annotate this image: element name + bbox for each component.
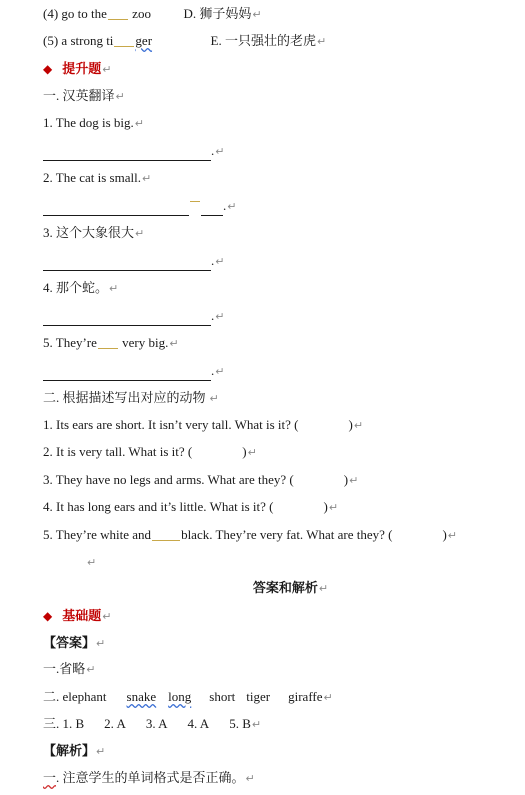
explanation-label: 【解析】↵	[43, 743, 106, 758]
answers-heading: 答案和解析↵	[252, 580, 329, 595]
answer-line-5[interactable]: .↵	[43, 362, 224, 380]
answer-label: 【答案】↵	[43, 635, 106, 650]
answer-line-1[interactable]: .↵	[43, 142, 224, 160]
match-item-5: (5) a strong ti ger E. 一只强壮的老虎↵	[43, 33, 327, 48]
basic-title: ◆ 基础题↵	[43, 608, 112, 623]
explanation-1: 一. 注意学生的单词格式是否正确。↵	[43, 770, 255, 785]
describe-5: 5. They’re white and black. They’re very fat. What are they? ( )↵	[43, 527, 458, 542]
describe-2: 2. It is very tall. What is it? ( )↵	[43, 444, 257, 459]
empty-paragraph: ↵	[87, 556, 97, 569]
fill-blank	[114, 37, 134, 47]
question-1: 1. The dog is big.↵	[43, 115, 144, 130]
describe-3: 3. They have no legs and arms. What are they? ( )↵	[43, 472, 359, 487]
diamond-icon: ◆	[43, 609, 53, 623]
paragraph-mark: ↵	[252, 8, 262, 21]
section-translation: 一. 汉英翻译↵	[43, 88, 125, 103]
answer-3: 三. 1. B 2. A 3. A 4. A 5. B↵	[43, 716, 262, 731]
answer-line-3[interactable]: .↵	[43, 252, 224, 270]
answer-1: 一.省略↵	[43, 661, 96, 676]
question-4: 4. 那个蛇。↵	[43, 280, 119, 295]
describe-1: 1. Its ears are short. It isn’t very tall. What is it? ( )↵	[43, 417, 364, 432]
question-2: 2. The cat is small.↵	[43, 170, 152, 185]
diamond-icon: ◆	[43, 62, 53, 76]
question-5: 5. They’re very big.↵	[43, 335, 179, 350]
answer-line-2[interactable]: .↵	[43, 197, 236, 215]
improve-title: ◆ 提升题↵	[43, 61, 112, 76]
fill-blank	[108, 10, 128, 20]
answer-line-4[interactable]: .↵	[43, 307, 224, 325]
answer-2: 二. elephant snake long short tiger giraffe↵	[43, 689, 333, 704]
section-describe: 二. 根据描述写出对应的动物 ↵	[43, 390, 219, 405]
question-3: 3. 这个大象很大↵	[43, 225, 145, 240]
describe-4: 4. It has long ears and it’s little. What is it? ( )↵	[43, 499, 339, 514]
match-item-4: (4) go to the zoo D. 狮子妈妈↵	[43, 6, 262, 21]
